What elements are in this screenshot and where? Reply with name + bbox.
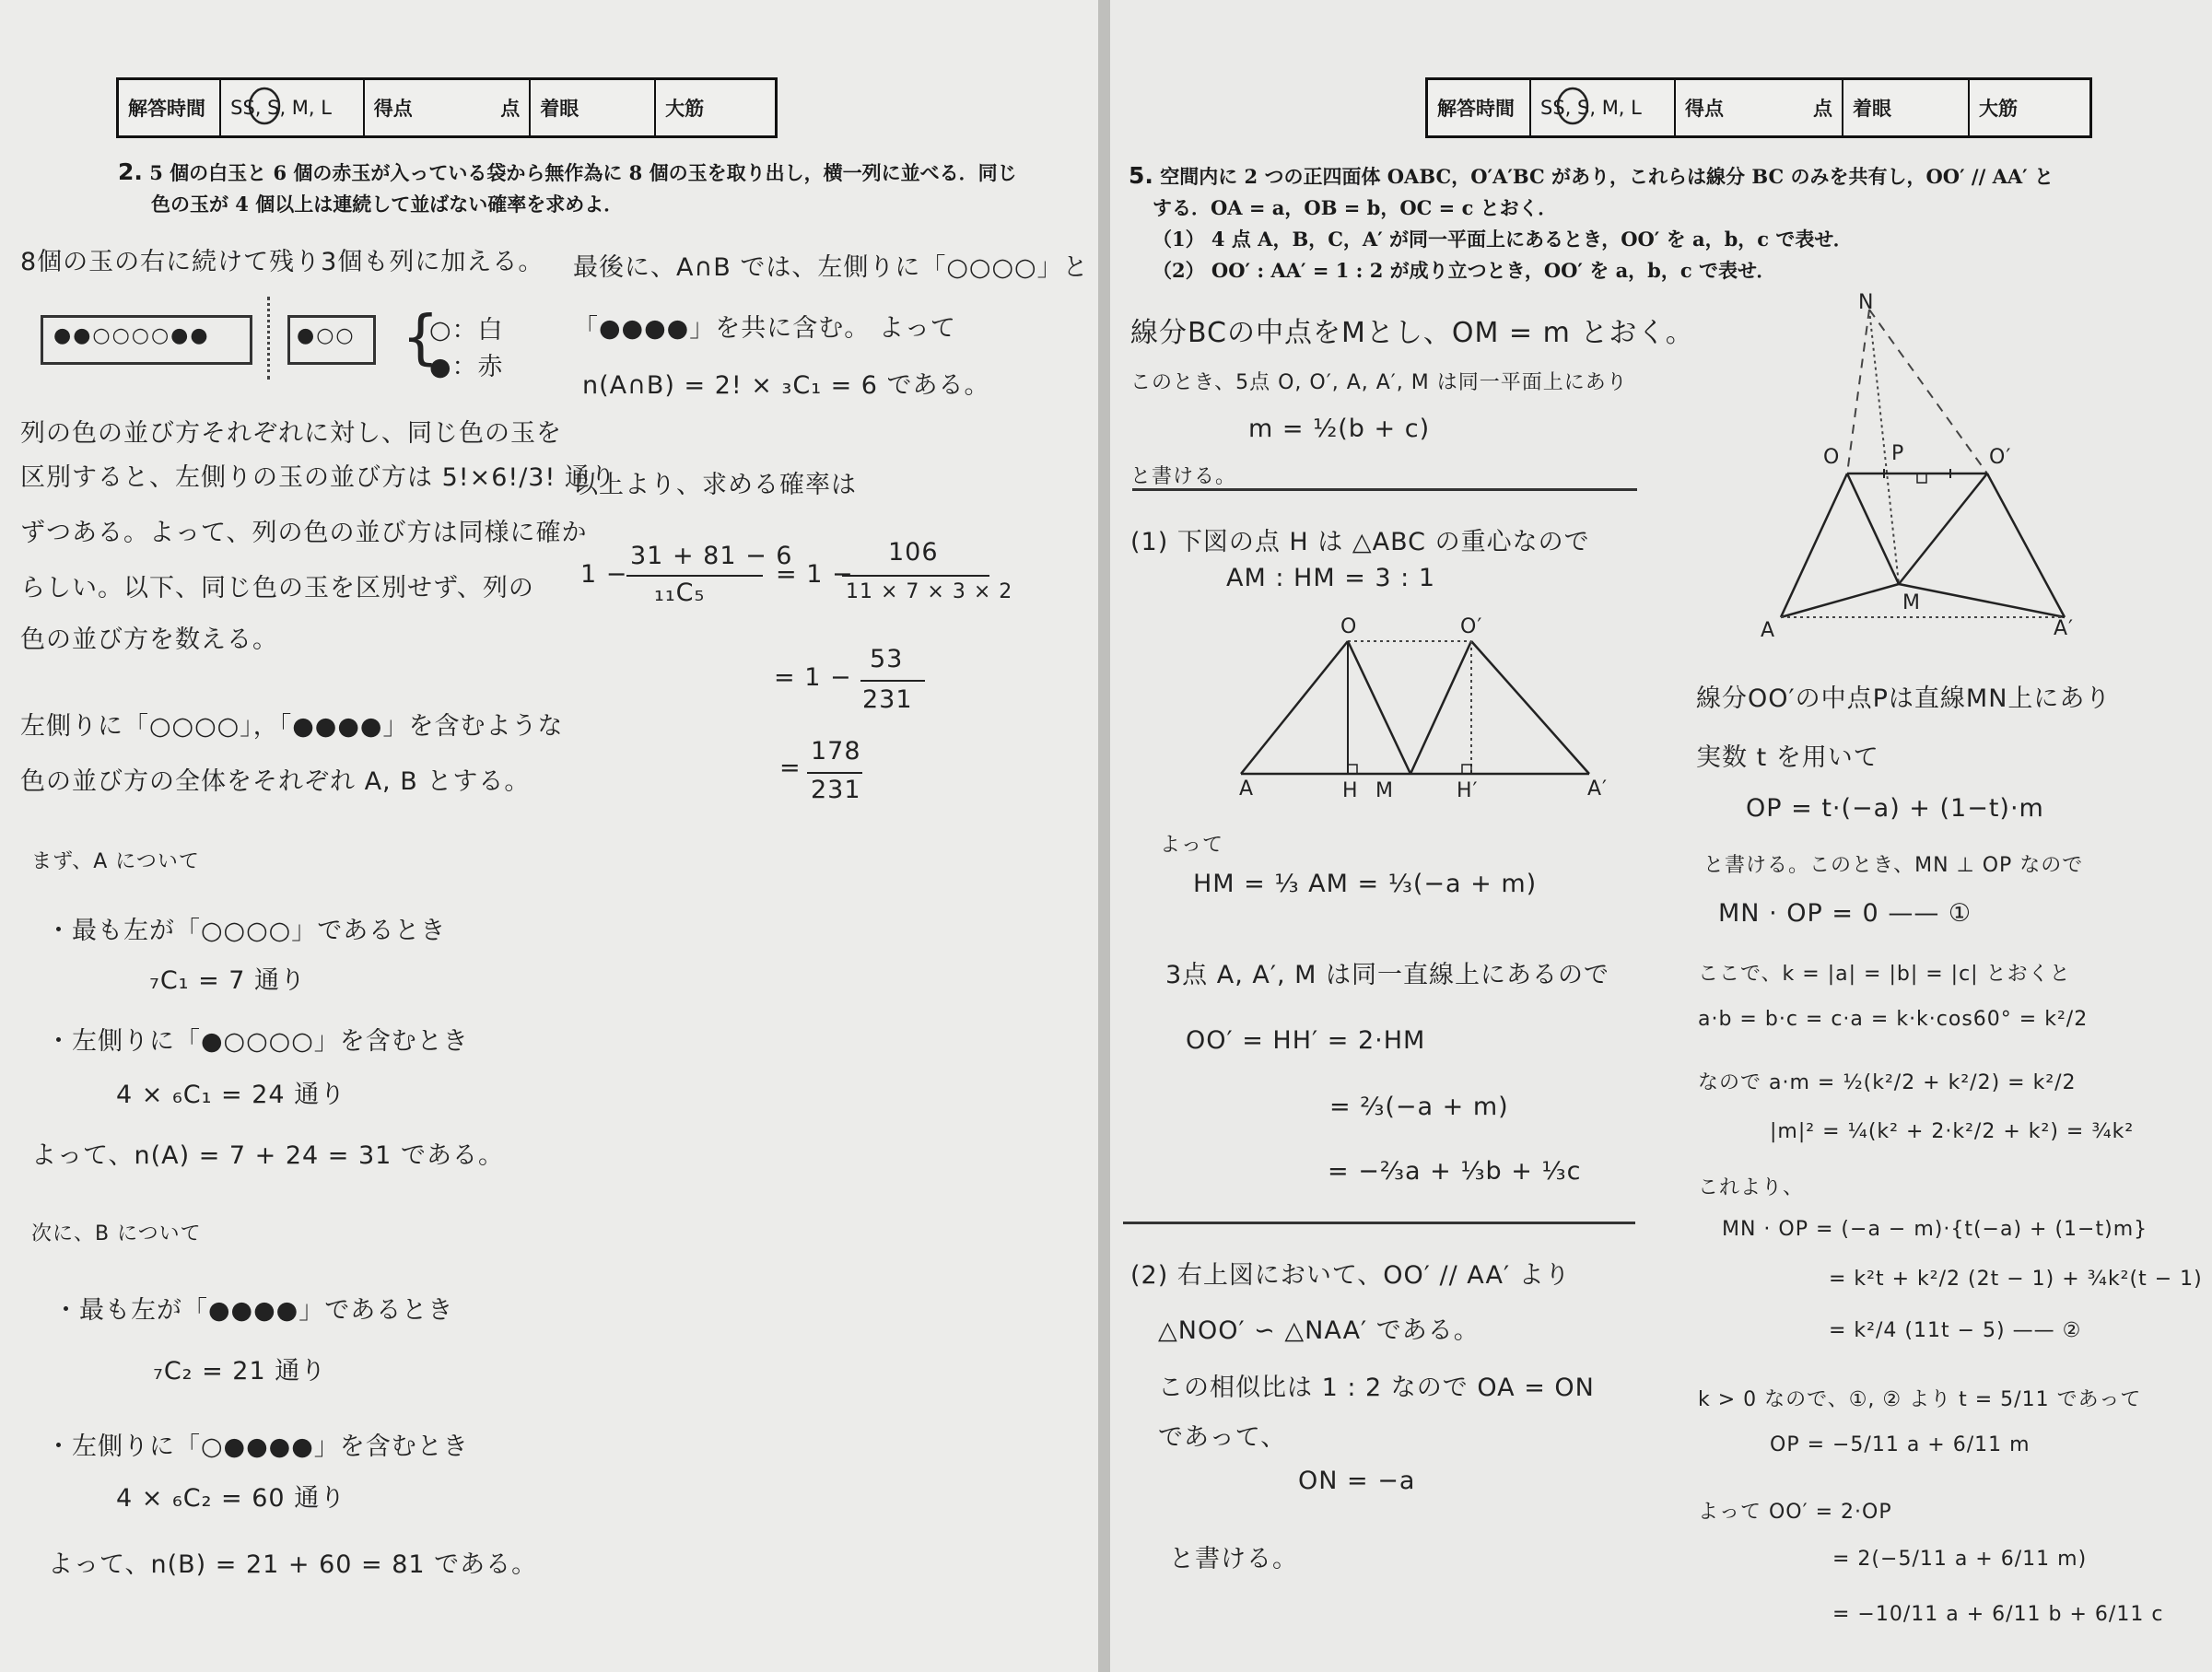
problem-number: 5. <box>1129 162 1153 189</box>
p5-intro-line: と書ける。 <box>1130 465 1237 488</box>
fig1-label-M: M <box>1375 779 1394 802</box>
score-label: 得点 <box>373 98 413 120</box>
time-label: 解答時間 <box>1428 80 1531 135</box>
focus-label: 着眼 <box>1843 80 1970 135</box>
p5-part1-line: = ⅔(−a + m) <box>1329 1093 1509 1121</box>
p5-intro-line: 線分BCの中点をMとし、OM = m とおく。 <box>1130 317 1694 349</box>
p2-c2-line: 178 <box>811 737 861 766</box>
p2-c1-line: 左側りに「○○○○」，「●●●●」を含むような <box>20 712 564 741</box>
fig2-label-A: A <box>1761 619 1776 642</box>
p2-c2-line: 231 <box>811 776 861 804</box>
fraction-bar <box>860 680 925 682</box>
p2-c2-line: 「●●●●」を共に含む。 よって <box>573 314 956 343</box>
p2-c1-line: らしい。以下、同じ色の玉を区別せず、列の <box>20 574 534 602</box>
legend-red: ●：赤 <box>429 353 504 381</box>
p5-c2-line: k > 0 なので、①, ② より t = 5/11 であって <box>1698 1388 2142 1411</box>
p5-part1-line: HM = ⅓ AM = ⅓(−a + m) <box>1193 870 1538 898</box>
p5-part2-line: ON = −a <box>1298 1467 1416 1495</box>
p5-part1-line: 3点 A, A′, M は同一直線上にあるので <box>1165 961 1610 989</box>
p2-c1-line: 次に、B について <box>31 1222 202 1245</box>
problem-number: 2. <box>118 158 143 185</box>
outline-label: 大筋 <box>665 98 705 120</box>
problem-2-line1 <box>118 157 1085 189</box>
p5-intro-line: m = ½(b + c) <box>1248 415 1431 443</box>
fraction-bar <box>842 575 989 577</box>
p5-c2-line: よって OO′ = 2·OP <box>1698 1501 1892 1524</box>
p2-c1-line: 色の並び方の全体をそれぞれ A, B とする。 <box>20 767 531 796</box>
p5-part2-line: と書ける。 <box>1169 1545 1298 1573</box>
answer-header <box>1425 77 2092 138</box>
p5-c2-line: これより、 <box>1698 1176 1805 1199</box>
legend-white: ○：白 <box>429 316 504 345</box>
problem-5-statement <box>1129 160 2206 286</box>
problem-5-q2: （2） OO′ : AA′ = 1 : 2 が成り立つとき，OO′ を a，b，c で表せ． <box>1153 259 1776 282</box>
fig1-label-A-prime: A′ <box>1587 778 1609 801</box>
problem-5-q1: （1） 4 点 A，B，C，A′ が同一平面上にあるとき，OO′ を a，b，c で表せ． <box>1153 228 1853 251</box>
figure-2 <box>1755 286 2179 654</box>
p2-c1-line: 列の色の並び方それぞれに対し、同じ色の玉を <box>20 419 562 448</box>
p2-c2-line: 以上より、求める確率は <box>573 471 857 499</box>
p5-part2-line: であって、 <box>1158 1423 1287 1452</box>
p5-part1-line: AM : HM = 3 : 1 <box>1226 564 1436 592</box>
fig1-label-O-prime: O′ <box>1460 615 1483 638</box>
circle-mark-icon <box>244 85 285 127</box>
p5-c2-line: 線分OO′の中点Pは直線MN上にあり <box>1696 684 2112 713</box>
fig1-label-O: O <box>1340 615 1358 638</box>
p2-c1-line: よって、n(A) = 7 + 24 = 31 である。 <box>31 1141 504 1170</box>
p2-c1-line: 色の並び方を数える。 <box>20 626 278 654</box>
p5-c2-line: = −10/11 a + 6/11 b + 6/11 c <box>1832 1603 2164 1626</box>
p5-part1-line: (1) 下図の点 H は △ABC の重心なので <box>1130 528 1590 556</box>
p5-part1-line: = −⅔a + ⅓b + ⅓c <box>1328 1157 1582 1186</box>
problem-5-line1 <box>1129 160 2206 193</box>
score-label: 得点 <box>1685 98 1724 120</box>
left-page <box>0 0 1098 1672</box>
p2-c1-line: ・左側りに「●○○○○」を含むとき <box>46 1027 469 1056</box>
p5-c2-line: = 2(−5/11 a + 6/11 m) <box>1832 1548 2088 1571</box>
section-divider <box>1132 488 1637 491</box>
time-options: SS, S, M, L <box>1531 80 1676 135</box>
p2-c1-line: よって、n(B) = 21 + 60 = 81 である。 <box>48 1550 538 1579</box>
p2-c1-line: まず、A について <box>31 850 200 873</box>
legend-brace: { <box>402 304 440 372</box>
p5-c2-line: |m|² = ¼(k² + 2·k²/2 + k²) = ¾k² <box>1770 1120 2135 1143</box>
p5-c2-line: なので a·m = ½(k²/2 + k²/2) = k²/2 <box>1698 1071 2077 1094</box>
p5-c2-line: MN · OP = 0 —— ① <box>1718 899 1972 928</box>
section-divider <box>1123 1222 1635 1224</box>
fig1-label-A: A <box>1239 778 1255 801</box>
problem-2-statement <box>118 157 1085 220</box>
score-cell <box>365 80 531 135</box>
right-page <box>1110 0 2212 1672</box>
time-label: 解答時間 <box>119 80 221 135</box>
p2-c1-line: ₇C₂ = 21 通り <box>153 1357 327 1386</box>
score-unit: 点 <box>500 98 521 120</box>
ball-row-3-glyphs: ●○○ <box>297 324 356 347</box>
p2-c1-line: 区別すると、左側りの玉の並び方は 5!×6!/3! 通り <box>20 463 616 492</box>
ball-row-8-glyphs: ●●○○○○●● <box>53 324 210 347</box>
p2-c2-line: 53 <box>870 645 904 673</box>
p2-c1-line: ・左側りに「○●●●●」を含むとき <box>46 1432 469 1461</box>
score-unit: 点 <box>1813 98 1832 120</box>
p2-c2-line: = 1 − <box>776 560 854 589</box>
p2-c2-line: = <box>779 754 802 782</box>
fig1-label-H: H <box>1342 779 1359 802</box>
fig2-label-O: O <box>1823 446 1841 469</box>
answer-header <box>116 77 778 138</box>
focus-label: 着眼 <box>531 80 656 135</box>
fig2-label-A-prime: A′ <box>2054 617 2075 640</box>
p2-c2-line: 106 <box>888 538 939 567</box>
score-cell <box>1676 80 1843 135</box>
p5-intro-line: このとき、5点 O, O′, A, A′, M は同一平面上にあり <box>1130 371 1628 394</box>
p5-c2-line: ここで、k = |a| = |b| = |c| とおくと <box>1698 963 2071 986</box>
p5-c2-line: 実数 t を用いて <box>1696 743 1879 772</box>
p2-c1-line: 4 × ₆C₁ = 24 通り <box>116 1081 346 1109</box>
fraction-bar <box>807 772 862 774</box>
fig1-label-H-prime: H′ <box>1457 779 1479 802</box>
p5-c2-line: と書ける。このとき、MN ⊥ OP なので <box>1703 854 2084 877</box>
problem-2-line2: 色の玉が 4 個以上は連続して並ばない確率を求めよ． <box>151 193 624 216</box>
p5-c2-line: OP = −5/11 a + 6/11 m <box>1770 1433 2031 1456</box>
p5-c2-line: = k²t + k²/2 (2t − 1) + ¾k²(t − 1) <box>1829 1268 2203 1291</box>
p2-c1-line: ずつある。よって、列の色の並び方は同様に確か <box>20 519 588 547</box>
p2-c2-line: = 1 − <box>774 663 852 692</box>
p5-c2-line: MN · OP = (−a − m)·{t(−a) + (1−t)m} <box>1722 1218 2148 1241</box>
dotted-divider <box>267 297 270 380</box>
problem-text: 空間内に 2 つの正四面体 OABC，O′A′BC があり，これらは線分 BC のみを共有し，OO′ // AA′ と <box>1160 165 2054 188</box>
problem-5-line2: する．OA = a，OB = b，OC = c とおく． <box>1153 196 1558 219</box>
circle-mark-icon <box>1552 85 1593 127</box>
p2-c1-line: 8個の玉の右に続けて残り3個も列に加える。 <box>20 248 544 276</box>
outline-label: 大筋 <box>1979 98 2018 120</box>
p5-part2-line: △NOO′ ∽ △NAA′ である。 <box>1158 1316 1480 1345</box>
p5-part1-line: よって <box>1160 834 1224 857</box>
p5-c2-line: = k²/4 (11t − 5) —— ② <box>1829 1319 2082 1342</box>
p5-c2-line: a·b = b·c = c·a = k·k·cos60° = k²/2 <box>1698 1008 2089 1031</box>
p5-part2-line: (2) 右上図において、OO′ // AA′ より <box>1130 1261 1571 1290</box>
p2-c2-line: ₁₁C₅ <box>654 579 706 607</box>
fig2-label-N: N <box>1858 291 1875 314</box>
fig2-label-O-prime: O′ <box>1989 446 2012 469</box>
p2-c2-line: 231 <box>862 685 913 714</box>
fig2-label-P: P <box>1891 442 1905 465</box>
p2-c1-line: ・最も左が「○○○○」であるとき <box>46 917 447 945</box>
p5-part2-line: この相似比は 1 : 2 なので OA = ON <box>1158 1374 1595 1402</box>
fig2-label-M: M <box>1902 591 1921 614</box>
time-options: SS, S, M, L <box>221 80 365 135</box>
p2-c2-line: 1 − <box>580 560 628 589</box>
problem-text: 5 個の白玉と 6 個の赤玉が入っている袋から無作為に 8 個の玉を取り出し，横一列に並べる．同じ <box>149 161 1017 184</box>
p2-c2-line: 最後に、A∩B では、左側りに「○○○○」と <box>573 253 1089 282</box>
fraction-bar <box>626 575 763 577</box>
p5-c2-line: OP = t·(−a) + (1−t)·m <box>1746 794 2044 823</box>
p2-c1-line: ₇C₁ = 7 通り <box>149 966 307 995</box>
p2-c2-line: 11 × 7 × 3 × 2 <box>846 580 1013 603</box>
p2-c2-line: 31 + 81 − 6 <box>630 542 793 570</box>
p5-part1-line: OO′ = HH′ = 2·HM <box>1186 1026 1426 1055</box>
p2-c1-line: ・最も左が「●●●●」であるとき <box>53 1296 454 1325</box>
p2-c2-line: n(A∩B) = 2! × ₃C₁ = 6 である。 <box>582 371 990 400</box>
p2-c1-line: 4 × ₆C₂ = 60 通り <box>116 1484 346 1513</box>
